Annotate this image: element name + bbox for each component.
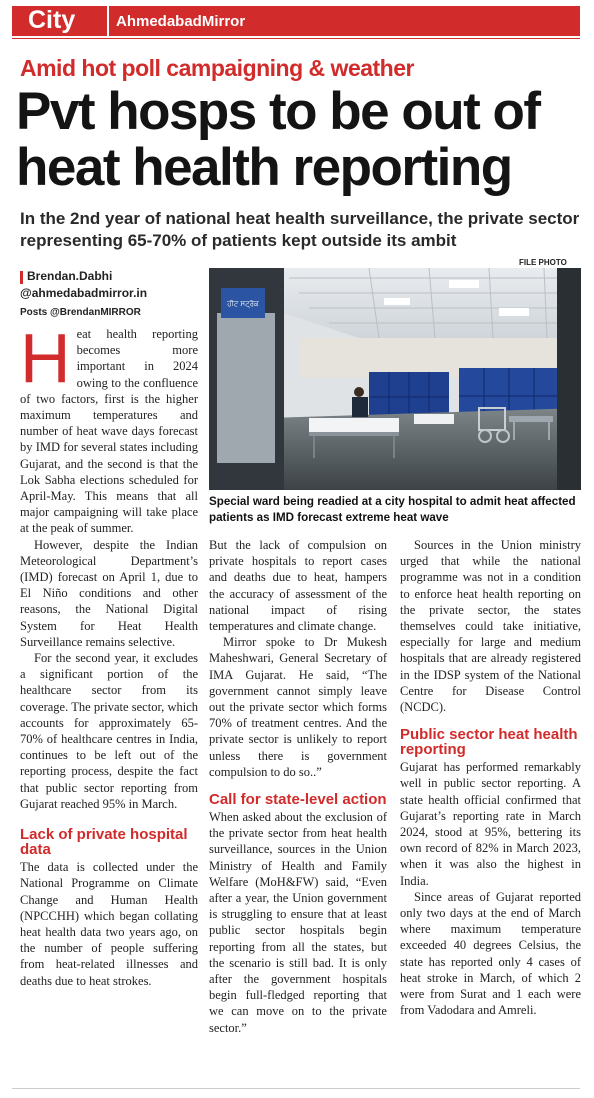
article-column-3	[400, 537, 581, 1018]
publication-name: AhmedabadMirror	[116, 13, 246, 30]
byline-accent	[20, 271, 23, 284]
section-label: City	[28, 6, 76, 34]
standfirst: In the 2nd year of national heat health surveillance, the private sector representing 65-70% of patients kept outside its ambit	[20, 209, 580, 250]
article-column-2	[209, 537, 387, 1036]
masthead-divider	[107, 6, 109, 36]
photo-credit: FILE PHOTO	[519, 258, 567, 267]
paragraph: However, despite the Indian Meteorological Department’s (IMD) forecast on April 1, due to El Niño conditions and other reasons, the National Digital System for Heat Health Surveillance remains selective.	[20, 537, 198, 649]
byline-name: Brendan.Dabhi	[27, 269, 113, 283]
paragraph: The data is collected under the National Programme on Climate Change and Human Health (NPCCHH) which began collating heat health data two years ago, on the number of people suffering from heat-related illnesses and deaths due to heat strokes.	[20, 860, 198, 988]
paragraph: Gujarat has performed remarkably well in public sector reporting. A state health official confirmed that Gujarat’s reporting rate in March 2024, stood at 95%, bettering its own record of 82% in March 2023, when it was also the highest in India.	[400, 760, 581, 888]
photo-caption: Special ward being readied at a city hospital to admit heat affected patients as IMD forecast extreme heat wave	[209, 495, 576, 524]
byline-handle: @ahmedabadmirror.in	[20, 286, 148, 300]
paragraph: But the lack of compulsion on private hospitals to report cases and deaths due to heat, hampers the accuracy of assessment of the national impact of rising temperatures and climate change.	[209, 538, 387, 634]
page-bottom-rule	[12, 1088, 580, 1089]
paragraph: Mirror spoke to Dr Mukesh Maheshwari, General Secretary of IMA Gujarat. He said, “The government cannot simply leave out the private sector which forms 70% of treatment centres. And the private sector is unlikely to report unless there is government compulsion to do so..”	[209, 635, 387, 779]
hospital-ward-photo	[209, 268, 581, 490]
paragraph: Sources in the Union ministry urged that while the national programme was not in a condition to enforce heat health reporting on the private sector, the states themselves could take initiative, especially for large and medium hospitals that are already registered in the IDSP system of the National Centre for Disease Control (NCDC).	[400, 538, 581, 715]
byline-posts: Posts @BrendanMIRROR	[20, 307, 141, 318]
subheading-private-data: Lack of private hospital data	[20, 826, 188, 859]
dropcap: H	[20, 319, 71, 397]
subheading-state-action: Call for state-level action	[209, 791, 387, 809]
paragraph: For the second year, it excludes a significant portion of the healthcare sector from its coverage. The private sector, which accounts for approximately 65-70% of healthcare centres in India, continues to be left out of the reporting process, despite the fact that public sector reporting from Gujarat reached 95% in March.	[20, 651, 198, 811]
paragraph: When asked about the exclusion of the private sector from heat health surveillance, sources in the Union Ministry of Health and Family Welfare (MoH&FW) said, “Even after a year, the Union government is struggling to ensure that at least public sector hospitals begin reporting from all the states, but the scenario is still bad. It is only after the government hospitals begin full-fledged reporting that we can move on to the private sector.”	[209, 810, 387, 1035]
headline: Pvt hosps to be out of heat health reporting	[16, 82, 540, 197]
article-column-1	[20, 319, 198, 989]
masthead-rule	[12, 38, 580, 39]
ward-sign-text: ਹੀਟ ਸਟ੍ਰੋਕ	[227, 300, 259, 308]
paragraph: Heat health reporting becomes more important in 2024 owing to the confluence of two factors, first is the higher maximum temperatures and number of heat wave days forecast by IMD for several states including Gujarat, and the second is that the Lok Sabha elections scheduled for April-May. This means that all major campaigning will take place at the peak of summer.	[20, 319, 198, 536]
subheading-public-sector: Public sector heat health reporting	[400, 726, 578, 759]
paragraph: Since areas of Gujarat reported only two days at the end of March where maximum temperature exceeded 40 degrees Celsius, the state has reported only 4 cases of heat stroke in March, of which 2 were from Surat and 1 each were from Vadodara and Amreli.	[400, 889, 581, 1018]
kicker: Amid hot poll campaigning & weather	[20, 55, 414, 81]
